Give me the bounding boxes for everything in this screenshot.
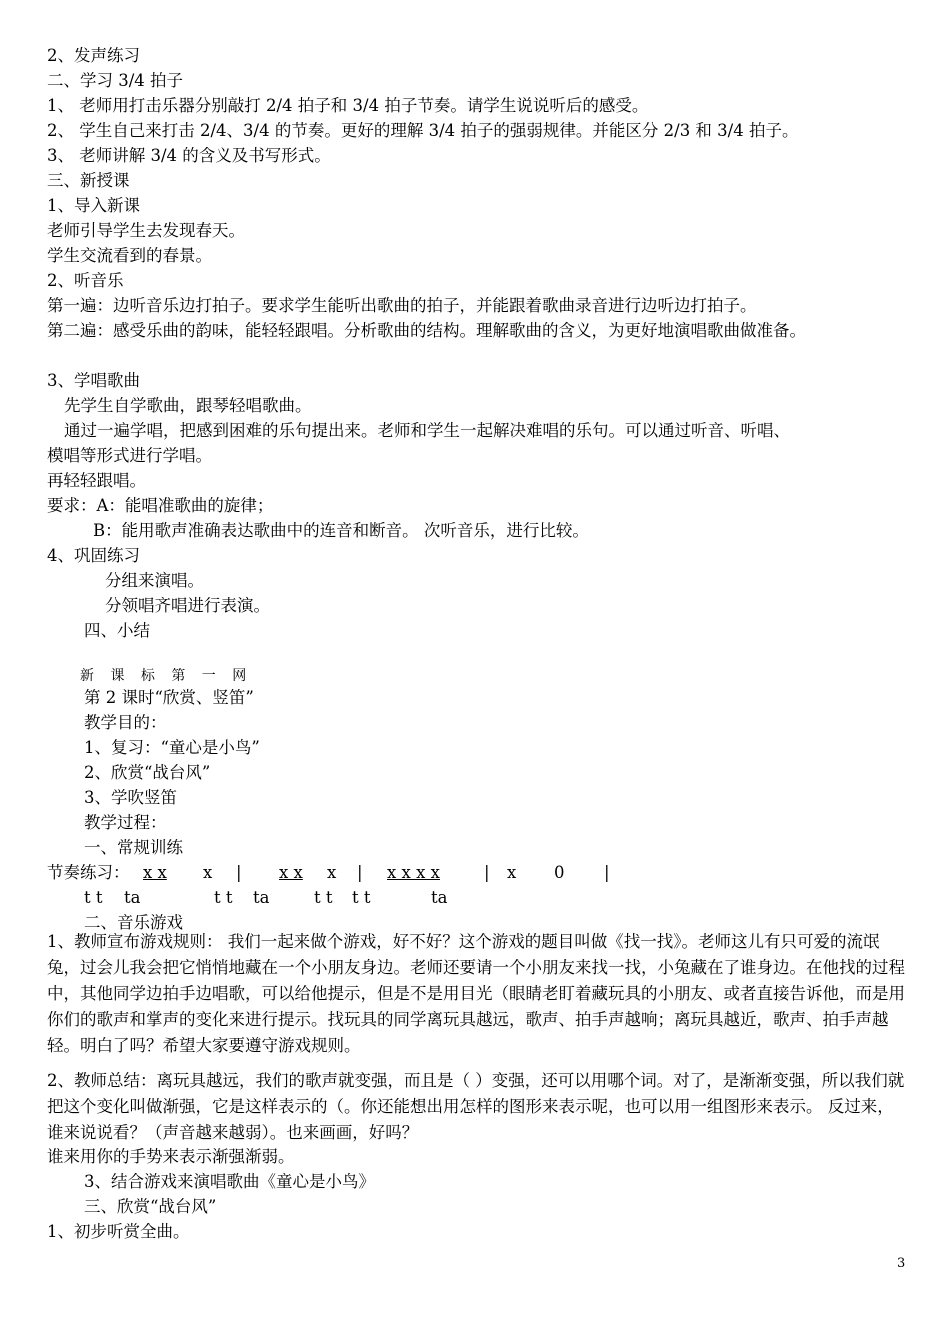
text-line: 第一遍：边听音乐边打拍子。要求学生能听出歌曲的拍子，并能跟着歌曲录音进行边听边打拍子。 (47, 296, 757, 315)
bar-line: | (604, 863, 610, 882)
rhythm-syllable: ta (124, 888, 141, 907)
rhythm-syllable: ta (253, 888, 270, 907)
rhythm-group: x x (279, 863, 303, 882)
text-line: 老师引导学生去发现春天。 (47, 221, 245, 240)
bar-line: | (357, 863, 363, 882)
requirement-a: 要求：A：能唱准歌曲的旋律； (47, 496, 274, 515)
bar-line: | (484, 863, 490, 882)
text-line: 2、 学生自己来打击 2/4、3/4 的节奏。更好的理解 3/4 拍子的强弱规律。并能区分 2/3 和 3/4 拍子。 (47, 121, 799, 140)
rhythm-label: 节奏练习： (47, 863, 130, 882)
rhythm-group: x x x x (387, 863, 440, 882)
subheading-listen-music: 2、听音乐 (47, 271, 124, 290)
page-number: 3 (897, 1256, 906, 1271)
text-line: 分领唱齐唱进行表演。 (105, 596, 270, 615)
rhythm-group: x x (143, 863, 167, 882)
requirement-b: B：能用歌声准确表达歌曲中的连音和断音。 次听音乐，进行比较。 (93, 521, 589, 540)
text-line: 1、 老师用打击乐器分别敲打 2/4 拍子和 3/4 拍子节奏。请学生说说听后的感受。 (47, 96, 649, 115)
rhythm-syllable: t t (352, 888, 371, 907)
paragraph-teacher-summary: 2、教师总结：离玩具越远，我们的歌声就变强，而且是（ ）变强，还可以用哪个词。对了，是渐渐变强，所以我们就把这个变化叫做渐强，它是这样表示的（。你还能想出用怎样的图形来表示呢，也可以用一组图形来表示。 反过来，谁来说说看？（声音越来越弱）。也来画画，好吗？ (47, 1071, 905, 1142)
text-line: 教学目的： (84, 713, 167, 732)
text-line: 3、结合游戏来演唱歌曲《童心是小鸟》 (84, 1172, 375, 1191)
text-line: 谁来用你的手势来表示渐强渐弱。 (47, 1147, 295, 1166)
rhythm-syllable: t t (84, 888, 103, 907)
subheading-consolidate: 4、巩固练习 (47, 546, 140, 565)
section-heading-new-lesson: 三、新授课 (47, 171, 130, 190)
text-line: 第二遍：感受乐曲的韵味，能轻轻跟唱。分析歌曲的结构。理解歌曲的含义，为更好地演唱歌曲做准备。 (47, 321, 806, 340)
section-heading-learn-34: 二、学习 3/4 拍子 (47, 71, 184, 90)
text-line: 通过一遍学唱，把感到困难的乐句提出来。老师和学生一起解决难唱的乐句。可以通过听音、听唱、 (64, 421, 790, 440)
rhythm-note: x (507, 863, 517, 882)
text-line: 学生交流看到的春景。 (47, 246, 212, 265)
rhythm-note: x (327, 863, 337, 882)
text-line: 2、欣赏“战台风” (84, 763, 211, 782)
site-watermark-text: 新 课 标 第 一 网 (80, 668, 253, 684)
rhythm-note: x (203, 863, 213, 882)
text-line: 再轻轻跟唱。 (47, 471, 146, 490)
paragraph-game-rules: 1、教师宣布游戏规则： 我们一起来做个游戏，好不好？这个游戏的题目叫做《找一找》。老师这儿有只可爱的流氓兔，过会儿我会把它悄悄地藏在一个小朋友身边。老师还要请一个小朋友来找一找，小兔藏在了谁身边。在他找的过程中，其他同学边拍手边唱歌，可以给他提示，但是不是用目光（眼睛老盯着藏玩具的小朋友、或者直接告诉他，而是用你们的歌声和掌声的变化来进行提示。找玩具的同学离玩具越远，歌声、拍手声越响；离玩具越近，歌声、拍手声越轻。明白了吗？希望大家要遵守游戏规则。 (47, 932, 905, 1055)
rhythm-rest: 0 (554, 863, 565, 882)
section-heading-appreciation: 三、欣赏“战台风” (84, 1197, 217, 1216)
text-line: 教学过程： (84, 813, 167, 832)
section-heading-summary: 四、小结 (84, 621, 150, 640)
lesson-title: 第 2 课时“欣赏、竖笛” (84, 688, 254, 707)
heading-vocal-practice: 2、发声练习 (47, 46, 140, 65)
section-heading-routine: 一、常规训练 (84, 838, 183, 857)
text-line: 1、复习：“童心是小鸟” (84, 738, 260, 757)
subheading-learn-song: 3、学唱歌曲 (47, 371, 140, 390)
text-line: 3、 老师讲解 3/4 的含义及书写形式。 (47, 146, 331, 165)
text-line: 1、初步听赏全曲。 (47, 1222, 190, 1241)
text-line: 分组来演唱。 (105, 571, 204, 590)
rhythm-syllable: t t (314, 888, 333, 907)
text-line: 3、学吹竖笛 (84, 788, 177, 807)
text-line: 模唱等形式进行学唱。 (47, 446, 212, 465)
section-heading-music-game: 二、音乐游戏 (84, 913, 183, 932)
text-line: 先学生自学歌曲，跟琴轻唱歌曲。 (64, 396, 312, 415)
rhythm-syllable: t t (214, 888, 233, 907)
subheading-intro: 1、导入新课 (47, 196, 140, 215)
bar-line: | (236, 863, 242, 882)
rhythm-syllable: ta (431, 888, 448, 907)
